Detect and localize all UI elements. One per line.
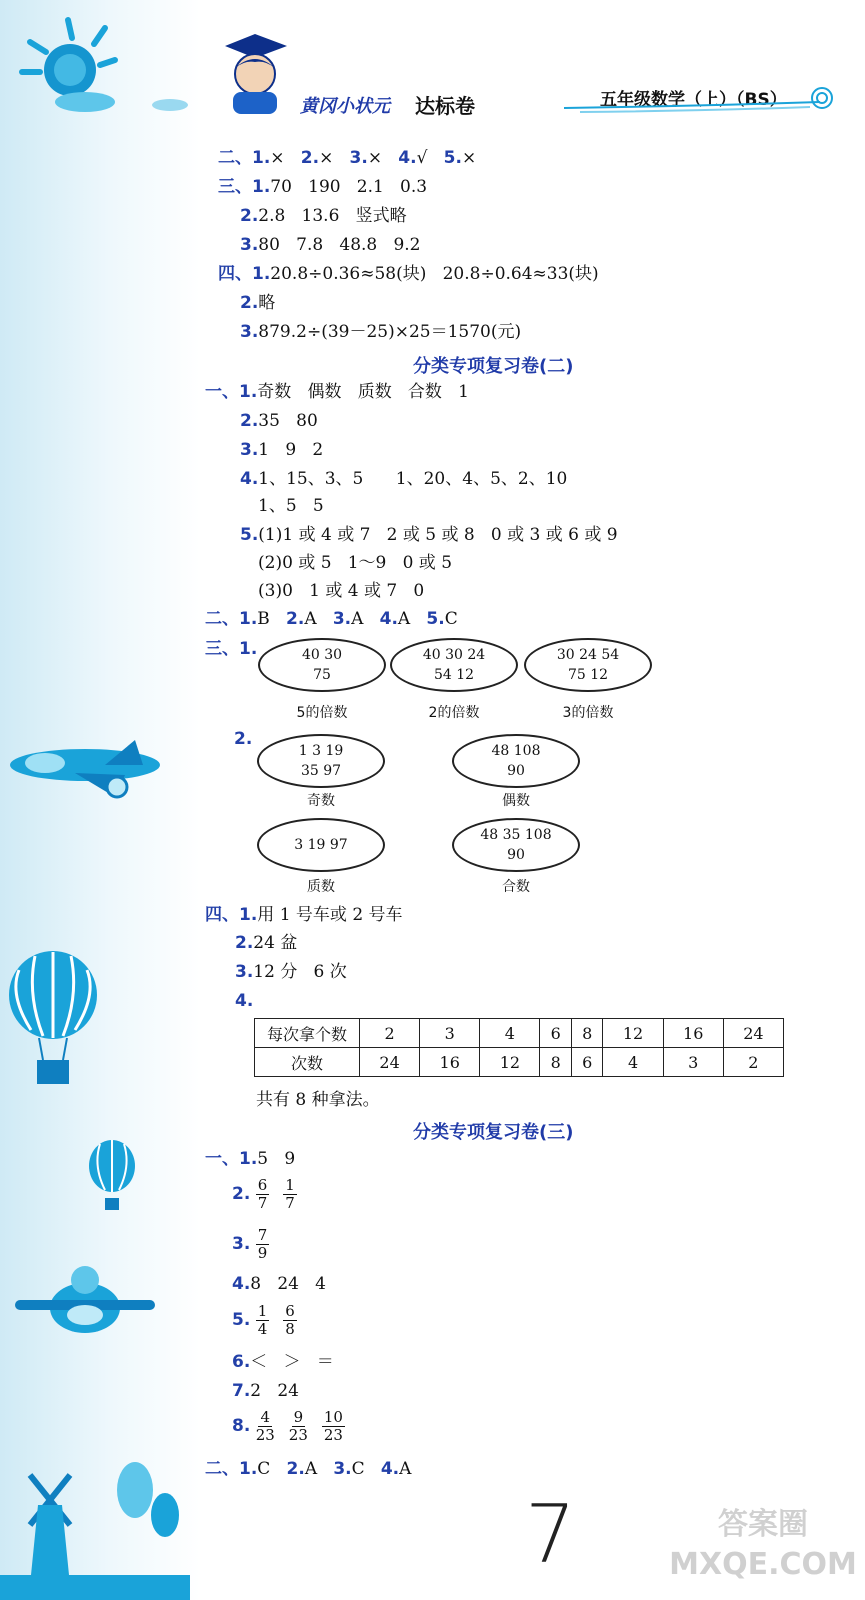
answer-line: (3)0 1 或 4 或 7 0 (258, 581, 425, 601)
airplane-illustration (5, 735, 170, 805)
section-title: 分类专项复习卷(二) (413, 356, 574, 377)
count-table (254, 1018, 784, 1077)
fraction: $\frac{4}{23}$ (255, 1408, 275, 1444)
table-cell: 16 (663, 1019, 723, 1048)
table-cell: 每次拿个数 (255, 1019, 360, 1048)
set-label: 质数 (307, 879, 335, 895)
table-cell: 2 (723, 1048, 783, 1077)
table-cell: 8 (540, 1048, 572, 1077)
fraction: $\frac{9}{23}$ (288, 1408, 308, 1444)
answer-line: 3. $\frac{7}{9}$ (232, 1226, 268, 1262)
answer-line: 3.1 9 2 (240, 440, 324, 460)
table-cell: 24 (360, 1048, 420, 1077)
table-cell: 16 (420, 1048, 480, 1077)
set-oval: 40 30 75 (258, 638, 386, 692)
answer-line: 四、1.20.8÷0.36≈58(块) 20.8÷0.64≈33(块) (218, 264, 599, 284)
set-label: 合数 (502, 879, 530, 895)
table-row (255, 1048, 784, 1077)
set-oval: 48 108 90 (452, 734, 580, 788)
table-cell: 6 (571, 1048, 603, 1077)
answer-line: 2.2.8 13.6 竖式略 (240, 206, 407, 226)
table-cell: 4 (480, 1019, 540, 1048)
answer-line: 3.80 7.8 48.8 9.2 (240, 235, 421, 255)
set-oval: 40 30 24 54 12 (390, 638, 518, 692)
answer-line: 二、1.C 2.A 3.C 4.A (205, 1459, 412, 1479)
answer-line: 7.2 24 (232, 1381, 299, 1401)
answer-line: 4. (235, 991, 254, 1011)
set-oval: 30 24 54 75 12 (524, 638, 652, 692)
answer-line: 二、1.× 2.× 3.× 4.√ 5.× (218, 148, 477, 168)
grade-title: 五年级数学（上）（BS） (600, 90, 787, 110)
answer-line: 三、1.70 190 2.1 0.3 (218, 177, 428, 197)
set-label: 2的倍数 (428, 705, 480, 721)
answer-line: 2.24 盆 (235, 933, 298, 953)
table-cell: 3 (420, 1019, 480, 1048)
windmill-trees-illustration (0, 1445, 190, 1600)
set-label: 3的倍数 (562, 705, 614, 721)
small-balloon-illustration (85, 1140, 140, 1220)
set-label: 5的倍数 (296, 705, 348, 721)
fraction: $\frac{10}{23}$ (323, 1408, 343, 1444)
brand-suffix: 达标卷 (415, 94, 475, 118)
watermark-logo: 答案圈 MXQE.COM (669, 1507, 857, 1582)
answer-line: 4.1、15、3、5 1、20、4、5、2、10 (240, 469, 568, 489)
answer-line: (2)0 或 5 1～9 0 或 5 (258, 553, 453, 573)
answer-line: 四、1.用 1 号车或 2 号车 (205, 905, 403, 925)
table-cell: 2 (360, 1019, 420, 1048)
table-cell: 次数 (255, 1048, 360, 1077)
answer-line: 8. $\frac{4}{23}$ $\frac{9}{23}$ $\frac{10}{23}$ (232, 1408, 343, 1444)
answer-line: 5.(1)1 或 4 或 7 2 或 5 或 8 0 或 3 或 6 或 9 (240, 525, 618, 545)
answer-line: 6.＜ ＞ ＝ (232, 1352, 334, 1372)
table-cell: 3 (663, 1048, 723, 1077)
table-cell: 4 (603, 1048, 663, 1077)
page-number: 7 (525, 1488, 576, 1581)
answer-line: 4.8 24 4 (232, 1274, 326, 1294)
fraction: $\frac{6}{7}$ (257, 1176, 268, 1212)
answer-line: 2.略 (240, 293, 276, 313)
fraction: $\frac{7}{9}$ (257, 1226, 268, 1262)
answer-line: 二、1.B 2.A 3.A 4.A 5.C (205, 609, 458, 629)
fraction: $\frac{1}{7}$ (285, 1176, 295, 1212)
answer-line: 3.879.2÷(39－25)×25＝1570(元) (240, 322, 522, 342)
answer-line: 5. $\frac{1}{4}$ $\frac{6}{8}$ (232, 1302, 295, 1338)
table-cell: 24 (723, 1019, 783, 1048)
set-oval: 3 19 97 (257, 818, 385, 872)
answer-line: 3.12 分 6 次 (235, 962, 347, 982)
table-cell: 6 (540, 1019, 572, 1048)
answer-line: 一、1.奇数 偶数 质数 合数 1 (205, 382, 469, 402)
header-swirl-decoration (560, 80, 840, 116)
set-oval: 48 35 108 90 (452, 818, 580, 872)
fraction: $\frac{1}{4}$ (257, 1302, 268, 1338)
section-title: 分类专项复习卷(三) (413, 1122, 574, 1143)
answer-line: 共有 8 种拿法。 (256, 1090, 380, 1110)
hot-air-balloon-illustration (5, 950, 100, 1090)
answer-line: 三、1. (205, 639, 258, 659)
table-row (255, 1019, 784, 1048)
fraction: $\frac{6}{8}$ (285, 1302, 295, 1338)
answer-line: 2. $\frac{6}{7}$ $\frac{1}{7}$ (232, 1176, 295, 1212)
brand-name: 黄冈小状元 (300, 96, 390, 117)
sun-cloud-illustration (10, 10, 190, 120)
set-label: 奇数 (307, 793, 335, 809)
answer-line: 2. (234, 729, 253, 749)
set-label: 偶数 (502, 793, 530, 809)
cartoon-plane-illustration (10, 1260, 160, 1345)
answer-line: 一、1.5 9 (205, 1149, 296, 1169)
set-oval: 1 3 19 35 97 (257, 734, 385, 788)
boy-graduate-illustration (205, 28, 300, 118)
table-cell: 8 (571, 1019, 603, 1048)
answer-line: 2.35 80 (240, 411, 318, 431)
table-cell: 12 (603, 1019, 663, 1048)
answer-line: 1、5 5 (258, 496, 324, 516)
table-cell: 12 (480, 1048, 540, 1077)
